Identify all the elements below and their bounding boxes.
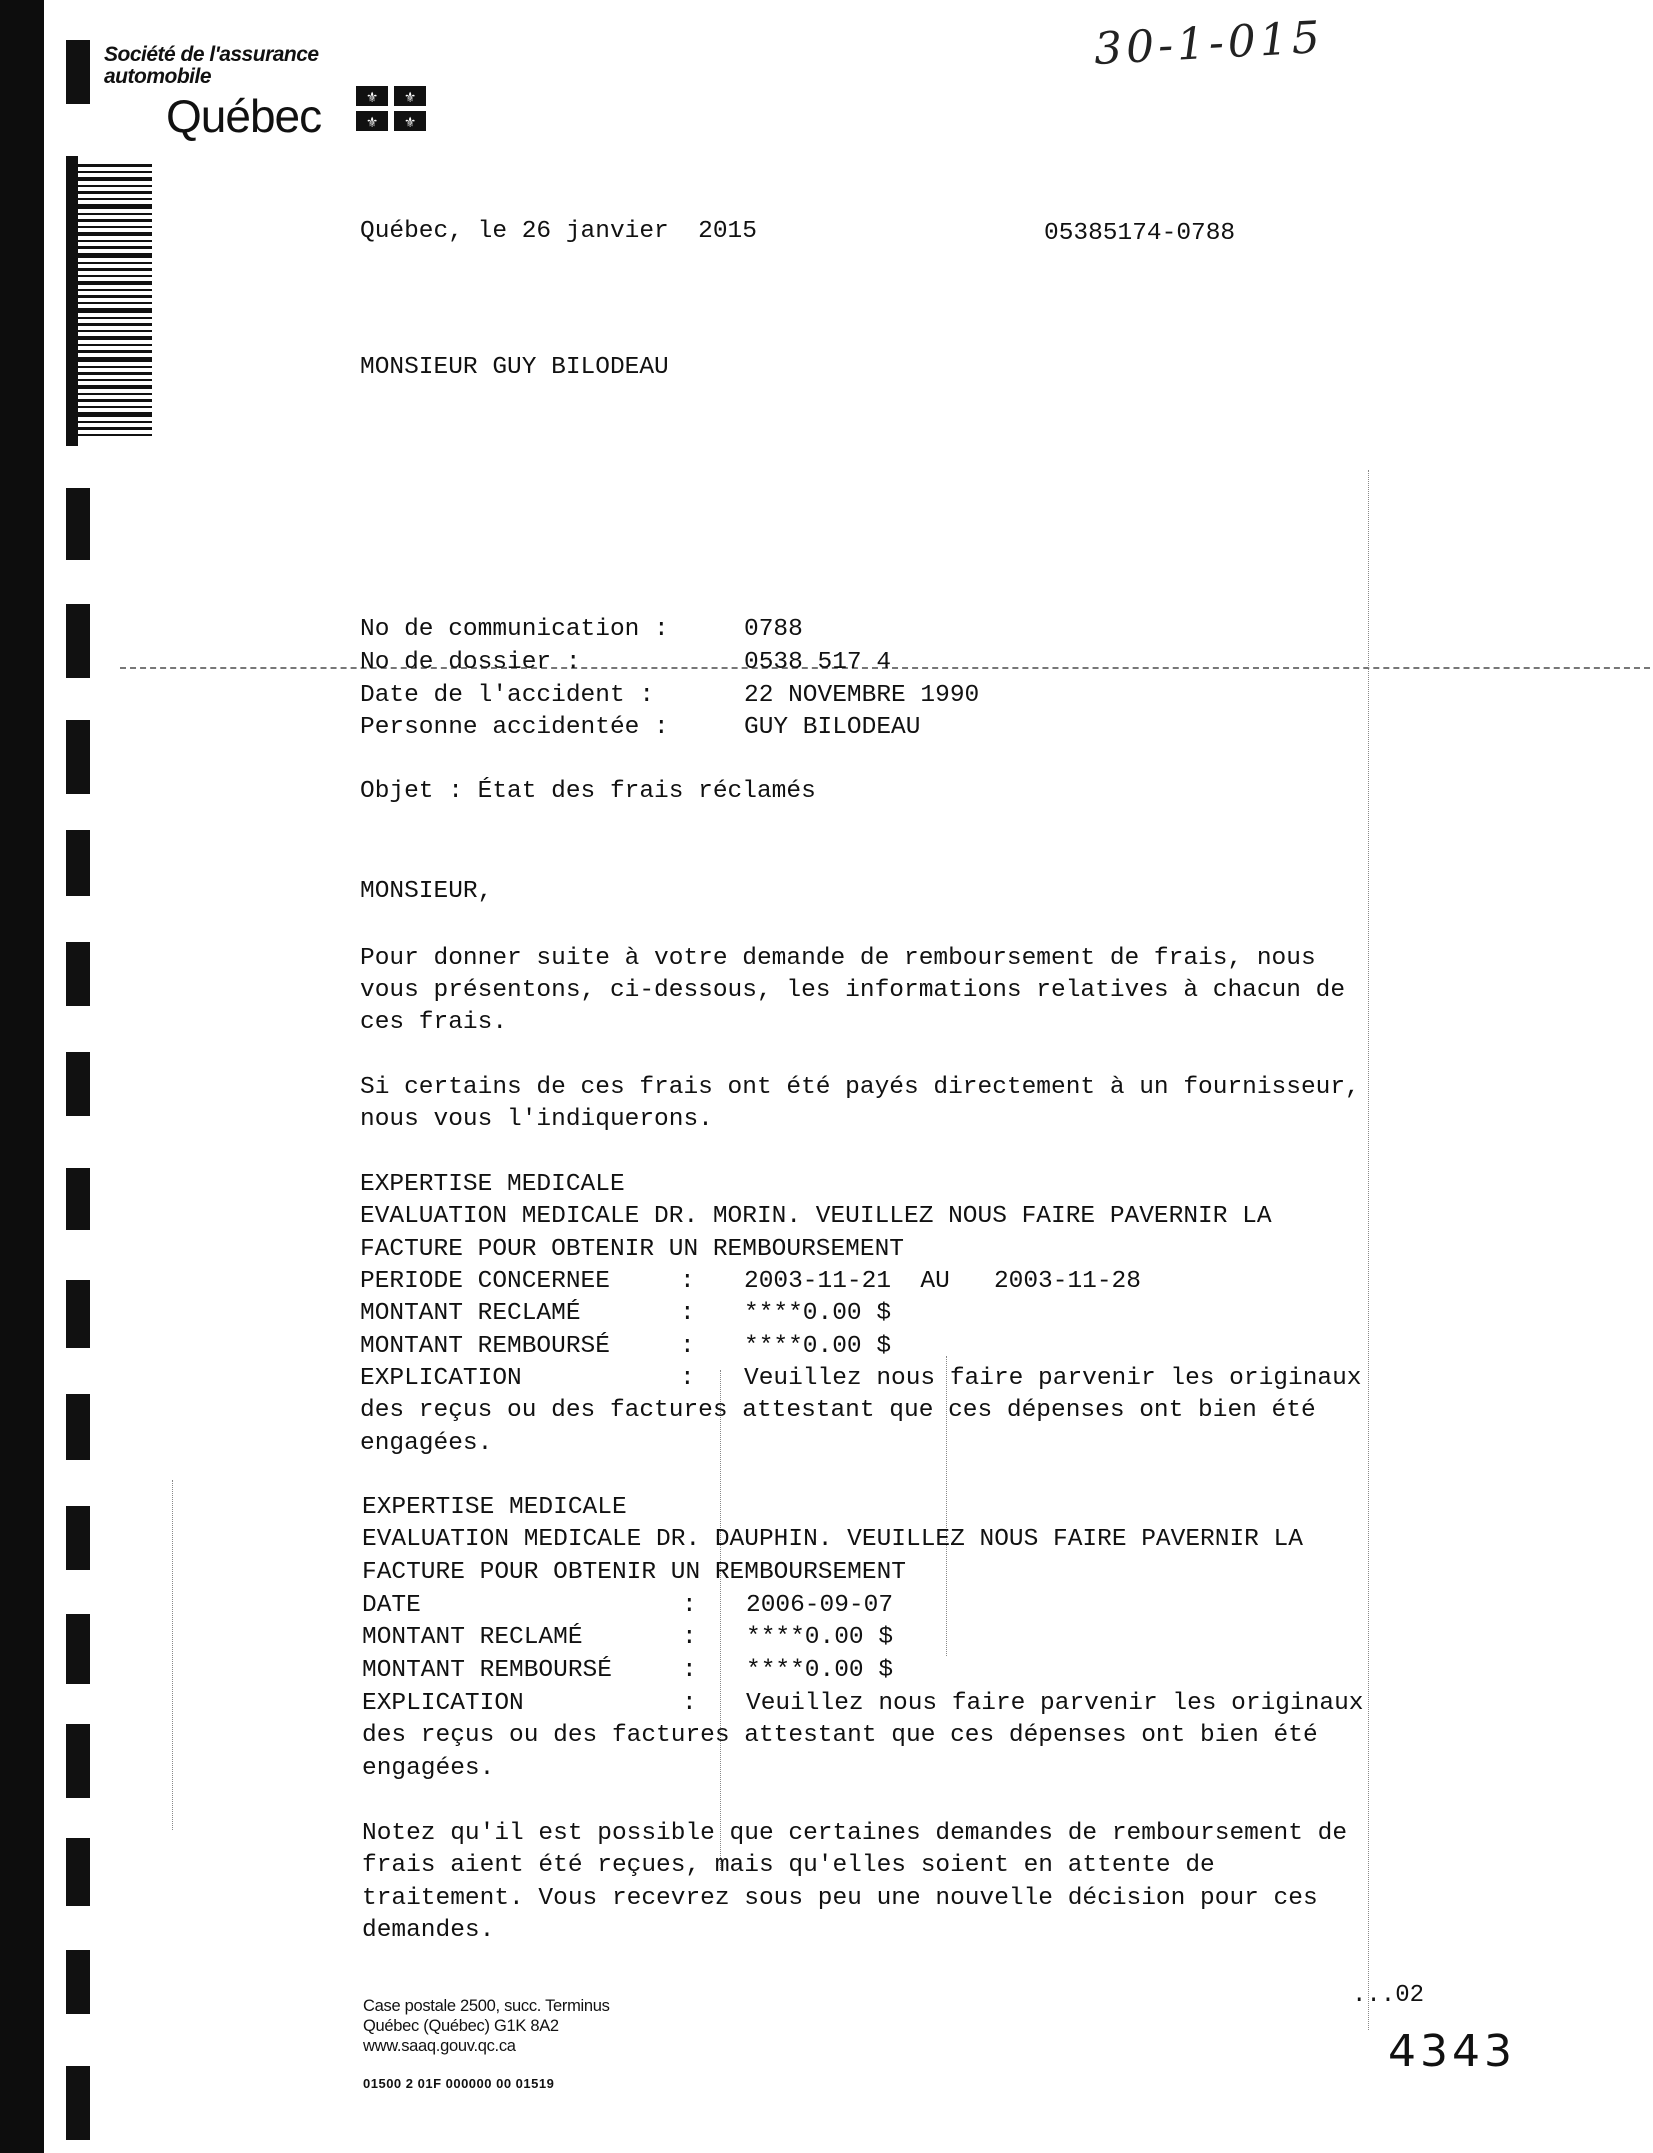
intro-line: vous présentons, ci-dessous, les informations relatives à chacun de [360, 977, 1346, 1004]
expense-description: FACTURE POUR OBTENIR UN REMBOURSEMENT [360, 1236, 904, 1263]
expense-period-value: 2003-11-21 AU 2003-11-28 [744, 1268, 1141, 1295]
margin-mark [66, 1838, 90, 1906]
expense-claimed-value: ****0.00 $ [746, 1624, 894, 1651]
expense-explanation: engagées. [362, 1755, 495, 1782]
footer-po-box: Case postale 2500, succ. Terminus [363, 1997, 610, 2015]
ref-person-label: Personne accidentée : [360, 714, 669, 741]
ref-person-value: GUY BILODEAU [744, 714, 921, 741]
expense-period-label: PERIODE CONCERNEE [360, 1268, 610, 1295]
expense-category: EXPERTISE MEDICALE [360, 1171, 625, 1198]
field-colon: : [680, 1268, 695, 1295]
expense-description: EVALUATION MEDICALE DR. DAUPHIN. VEUILLEZ NOUS FAIRE PAVERNIR LA [362, 1526, 1303, 1553]
expense-description: EVALUATION MEDICALE DR. MORIN. VEUILLEZ NOUS FAIRE PAVERNIR LA [360, 1203, 1272, 1230]
margin-mark [66, 1950, 90, 2014]
margin-mark [66, 1052, 90, 1116]
field-colon: : [682, 1592, 697, 1619]
margin-mark [66, 2066, 90, 2140]
expense-refunded-label: MONTANT REMBOURSÉ [360, 1333, 610, 1360]
expense-explanation: engagées. [360, 1430, 493, 1457]
field-colon: : [680, 1333, 695, 1360]
barcode [66, 156, 152, 446]
footer-address [363, 1996, 610, 2056]
expense-category: EXPERTISE MEDICALE [362, 1494, 627, 1521]
margin-mark [66, 720, 90, 794]
scan-vertical-line [720, 1370, 721, 1870]
margin-mark [66, 942, 90, 1006]
expense-claimed-label: MONTANT RECLAMÉ [362, 1624, 583, 1651]
ref-dossier-value: 0538 517 4 [744, 649, 892, 676]
supplier-note-line: nous vous l'indiquerons. [360, 1106, 713, 1133]
expense-refunded-value: ****0.00 $ [746, 1657, 894, 1684]
margin-mark [66, 1280, 90, 1348]
page-continuation: ...02 [1352, 1982, 1425, 2009]
intro-line: ces frais. [360, 1009, 508, 1036]
salutation: MONSIEUR, [360, 878, 493, 905]
margin-mark [66, 1614, 90, 1684]
margin-mark [66, 1724, 90, 1798]
ref-accident-date-label: Date de l'accident : [360, 682, 655, 709]
scan-binding-edge [0, 0, 44, 2153]
footer-form-code: 01500 2 01F 000000 00 01519 [363, 2076, 555, 2091]
place-date: Québec, le 26 janvier 2015 [360, 218, 757, 245]
svg-text:⚜: ⚜ [365, 90, 379, 106]
ref-dossier-label: No de dossier : [360, 649, 581, 676]
supplier-note-line: Si certains de ces frais ont été payés directement à un fournisseur, [360, 1074, 1360, 1101]
field-colon: : [680, 1300, 695, 1327]
closing-line: demandes. [362, 1917, 495, 1944]
expense-explanation-label: EXPLICATION [362, 1690, 524, 1717]
margin-mark [66, 830, 90, 896]
intro-line: Pour donner suite à votre demande de remboursement de frais, nous [360, 945, 1316, 972]
ref-communication-value: 0788 [744, 616, 803, 643]
expense-explanation: Veuillez nous faire parvenir les originaux [744, 1365, 1362, 1392]
field-colon: : [682, 1624, 697, 1651]
closing-line: traitement. Vous recevrez sous peu une nouvelle décision pour ces [362, 1885, 1318, 1912]
expense-explanation-label: EXPLICATION [360, 1365, 522, 1392]
closing-line: Notez qu'il est possible que certaines demandes de remboursement de [362, 1820, 1348, 1847]
saaq-society-name [104, 44, 364, 88]
reference-number: 05385174-0788 [1044, 220, 1236, 247]
margin-mark [66, 488, 90, 560]
handwritten-received-date: 30-1-015 [1092, 12, 1325, 75]
expense-refunded-label: MONTANT REMBOURSÉ [362, 1657, 612, 1684]
margin-mark [66, 604, 90, 678]
field-colon: : [682, 1690, 697, 1717]
scan-vertical-line [1368, 470, 1369, 2030]
expense-refunded-value: ****0.00 $ [744, 1333, 892, 1360]
page-stamp-number: 4343 [1388, 2026, 1516, 2077]
svg-text:⚜: ⚜ [403, 115, 417, 131]
field-colon: : [680, 1365, 695, 1392]
expense-explanation: des reçus ou des factures attestant que ces dépenses ont bien été [360, 1397, 1316, 1424]
margin-mark [66, 1168, 90, 1230]
expense-claimed-value: ****0.00 $ [744, 1300, 892, 1327]
society-line-2: automobile [104, 65, 212, 88]
expense-description: FACTURE POUR OBTENIR UN REMBOURSEMENT [362, 1559, 906, 1586]
margin-mark [66, 1506, 90, 1570]
closing-line: frais aient été reçues, mais qu'elles soient en attente de [362, 1852, 1215, 1879]
expense-date-value: 2006-09-07 [746, 1592, 894, 1619]
footer-city: Québec (Québec) G1K 8A2 [363, 2017, 559, 2035]
margin-mark [66, 40, 90, 104]
margin-mark [66, 1394, 90, 1460]
recipient-name: MONSIEUR GUY BILODEAU [360, 354, 669, 381]
scan-vertical-line [172, 1480, 173, 1830]
svg-text:⚜: ⚜ [365, 115, 379, 131]
svg-text:⚜: ⚜ [403, 90, 417, 106]
expense-explanation: Veuillez nous faire parvenir les originaux [746, 1690, 1364, 1717]
ref-communication-label: No de communication : [360, 616, 669, 643]
quebec-flag-icon [356, 86, 428, 132]
quebec-logo-text: Québec [166, 90, 322, 142]
ref-accident-date-value: 22 NOVEMBRE 1990 [744, 682, 980, 709]
society-line-1: Société de l'assurance [104, 43, 319, 66]
subject-line: Objet : État des frais réclamés [360, 778, 816, 805]
expense-date-label: DATE [362, 1592, 421, 1619]
field-colon: : [682, 1657, 697, 1684]
expense-claimed-label: MONTANT RECLAMÉ [360, 1300, 581, 1327]
expense-explanation: des reçus ou des factures attestant que ces dépenses ont bien été [362, 1722, 1318, 1749]
footer-website: www.saaq.gouv.qc.ca [363, 2037, 516, 2055]
